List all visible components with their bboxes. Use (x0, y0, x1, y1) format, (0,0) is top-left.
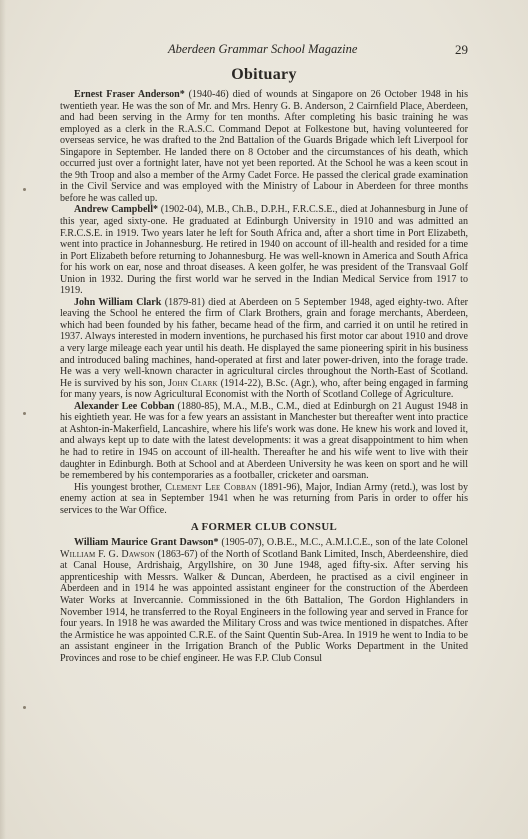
page-number: 29 (455, 42, 468, 57)
entry-text: (1879-81) died at Aberdeen on 5 September 1948, aged eighty-two. After leaving the School he entered the firm of Clark Brothers, grain and forage merchants, Aberdeen, which had been founded by his father, became head of the firm, and carried it on until he retired in 1937. Always interested in modern inventions, he purchased his first motor car about 1910 and drove a very large mileage each year until his death. He displayed the same pioneering spirit in his business and introduced baling machines, hand-operated at first and later power-driven, into the forage trade. He was a very well-known character in agricultural circles throughout the North-East of Scotland. He is survived by his son, (60, 296, 469, 389)
entry-name: William Maurice Grant Dawson* (74, 537, 219, 549)
obituary-entry (60, 537, 468, 664)
obituary-entry (60, 401, 468, 482)
entry-text: (1914-22), B.Sc. (Agr.), who, after being engaged in farming for many years, is now Agricultural Economist with the North of Scotland College of Agriculture. (60, 377, 469, 401)
obituary-entry (60, 204, 468, 296)
binding-shadow (0, 0, 6, 839)
relative-name: William F. G. Dawson (60, 548, 155, 560)
obituary-entry (60, 297, 468, 401)
entry-text: (1880-85), M.A., M.B., C.M., died at Edinburgh on 21 August 1948 in his eightieth year. He was for a few years an assistant in Manchester but thereafter went into practice at Ashton-in-Makerfield, Lancashire, where his life's work was done. He knew his work and loved it, and always kept up to date with the latest developments: it was a great disappointment to him when he had to retire in 1945 on account of ill-health. Thereafter he and his wife went to live with their daughter in Edinburgh. Both at School and at Aberdeen University he was keen on sport and he will be remembered by his contemporaries as a footballer, cricketer and oarsman. (60, 400, 468, 482)
running-title: Aberdeen Grammar School Magazine (168, 42, 358, 56)
relative-name: Clement Lee Cobban (165, 481, 257, 493)
section-title: Obituary (231, 66, 297, 83)
entry-text: (1863-67) of the North of Scotland Bank Limited, Insch, Aberdeenshire, died at Canal House, Ardrishaig, Argyllshire, on 30 June 1948, aged fifty-six. After serving his apprenticeship with Messrs. Walker & Duncan, Aberdeen, he practised as a civil engineer in Aberdeen and in 1914 he was appointed assistant engineer for the construction of the Aberdeen Water Works at Invercannie. Commissioned in the 6th Battalion, The Gordon Highlanders in November 1914, he transferred to the Royal Engineers in the following year and served in France for four years. In 1918 he was awarded the Military Cross and was twice mentioned in dispatches. After the Armistice he was appointed C.R.E. of the Saint Quentin Sub-Area. In 1919 he went to India to be an assistant engineer in the Irrigation Branch of the Public Works Department in the United Provinces and rose to be chief engineer. He was F.P. Club Consul (60, 548, 468, 664)
entry-name: Alexander Lee Cobban (74, 400, 175, 412)
article-body (60, 64, 468, 664)
relative-name: John Clark (168, 377, 218, 389)
obituary-entry (60, 482, 468, 517)
running-head (60, 42, 468, 60)
entry-text: (1891-96), Major, Indian Army (retd.), was lost by enemy action at sea in September 1941 when he was returning from Paris in order to offer his services to the War Office. (60, 481, 468, 516)
margin-mark (23, 706, 26, 709)
entry-text: (1940-46) died of wounds at Singapore on 26 October 1948 in his twentieth year. He was the son of Mr. and Mrs. Henry G. B. Anderson, 2 Cairnfield Place, Aberdeen, and had been serving in the Army for ten months. After completing his basic training he was employed as a clerk in the R.A.S.C. Command Depot at Folkestone but, having volunteered for overseas service, he was drafted to the 2nd Battalion of the Guards Brigade which left Liverpool for Singapore in September. He landed there on 8 October and the circumstances of his death, which occurred just over a fortnight later, have not yet been reported. At the School he was a keen scout in the 9th Troop and also a member of the Army Cadet Force. He passed the clerical grade examination in the Civil Service and was employed with the Ministry of Labour in Aberdeen for three months before he was called up. (60, 89, 468, 204)
obituary-entry (60, 89, 468, 204)
subsection-title: A FORMER CLUB CONSUL (190, 521, 338, 534)
entry-name: John William Clark (74, 296, 162, 308)
entry-text: (1902-04), M.B., Ch.B., D.P.H., F.R.C.S.E., died at Johannesburg in June of this year, aged sixty-one. He graduated at Edinburgh University in 1910 and was admitted an F.R.C.S.E. in 1919. Two years later he left for South Africa and, after a short time in Port Elizabeth, went into practice in Johannesburg. He retired in 1940 on account of ill-health and resided for a time in Port Elizabeth before returning to Johannesburg. He was well-known in America and South Africa for his work on ear, nose and throat diseases. A keen golfer, he was president of the Transvaal Golf Union in 1932. During the first world war he served in the Indian Medical Service from 1917 to 1919. (60, 204, 468, 297)
margin-mark (23, 412, 26, 415)
margin-mark (23, 188, 26, 191)
entry-text: His youngest brother, (74, 481, 166, 493)
entry-name: Andrew Campbell* (74, 204, 159, 216)
entry-text: (1905-07), O.B.E., M.C., A.M.I.C.E., son of the late Colonel (218, 537, 468, 549)
entry-name: Ernest Fraser Anderson* (74, 89, 185, 100)
